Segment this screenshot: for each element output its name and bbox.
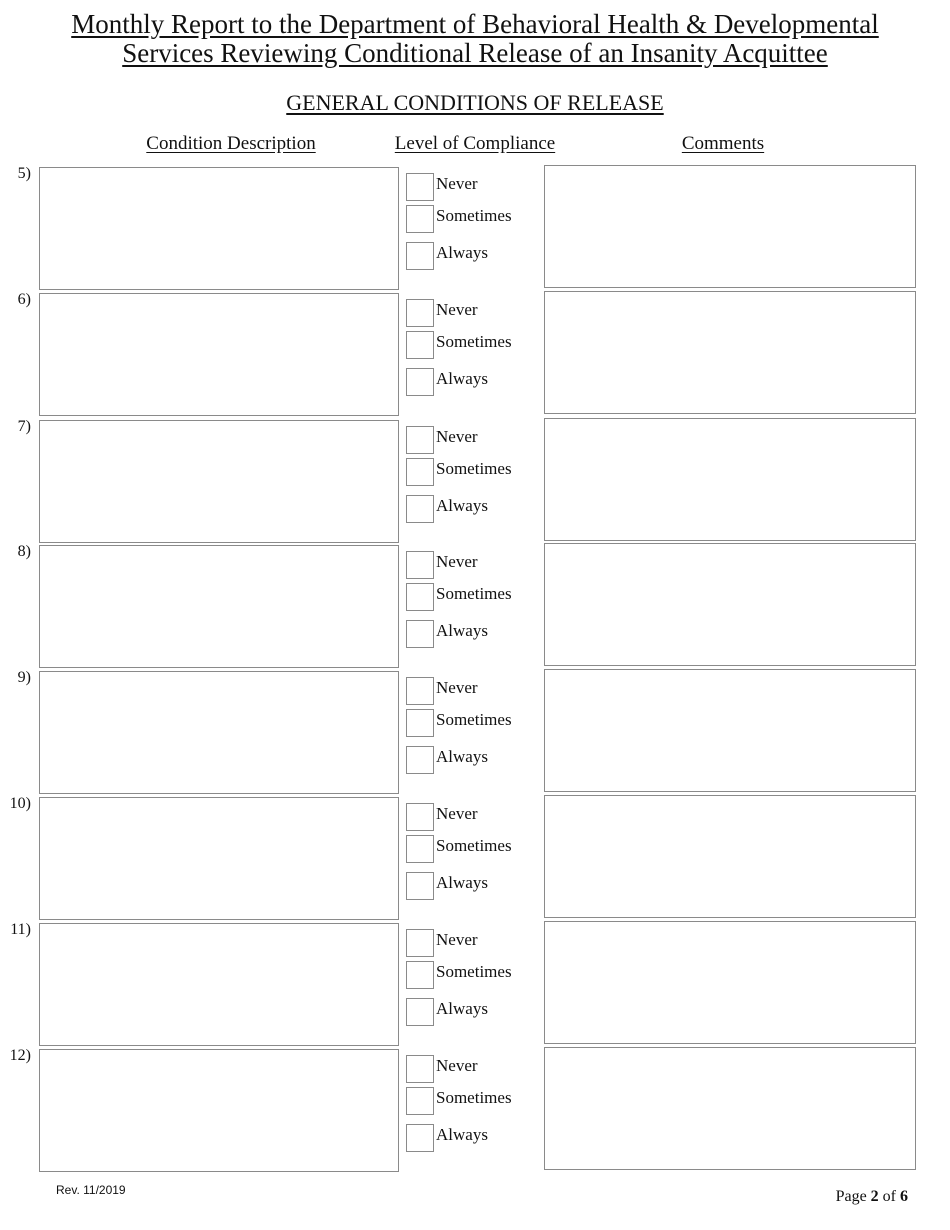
compliance-checkbox-never[interactable] — [406, 173, 434, 201]
compliance-checkbox-sometimes[interactable] — [406, 458, 434, 486]
condition-row — [0, 543, 950, 669]
condition-number: 5) — [17, 165, 31, 182]
compliance-checkbox-sometimes[interactable] — [406, 709, 434, 737]
compliance-option-sometimes[interactable] — [406, 835, 536, 863]
compliance-label: Always — [436, 747, 488, 766]
compliance-option-never[interactable] — [406, 677, 536, 705]
compliance-label: Never — [436, 678, 478, 697]
compliance-option-always[interactable] — [406, 1124, 536, 1152]
compliance-option-always[interactable] — [406, 746, 536, 774]
compliance-option-never[interactable] — [406, 1055, 536, 1083]
condition-row — [0, 418, 950, 544]
compliance-label: Never — [436, 804, 478, 823]
compliance-label: Never — [436, 552, 478, 571]
compliance-checkbox-sometimes[interactable] — [406, 583, 434, 611]
compliance-label: Sometimes — [436, 836, 512, 855]
condition-number: 7) — [17, 418, 31, 435]
condition-description-field[interactable] — [39, 923, 399, 1046]
comments-field[interactable] — [544, 543, 916, 666]
page-number — [836, 1188, 908, 1206]
compliance-label: Always — [436, 1125, 488, 1144]
compliance-option-sometimes[interactable] — [406, 205, 536, 233]
compliance-label: Sometimes — [436, 459, 512, 478]
comments-field[interactable] — [544, 669, 916, 792]
condition-description-field[interactable] — [39, 167, 399, 290]
comments-field[interactable] — [544, 291, 916, 414]
compliance-option-sometimes[interactable] — [406, 583, 536, 611]
condition-number: 10) — [9, 795, 31, 812]
comments-field[interactable] — [544, 921, 916, 1044]
compliance-checkbox-never[interactable] — [406, 677, 434, 705]
compliance-checkbox-sometimes[interactable] — [406, 961, 434, 989]
compliance-label: Always — [436, 369, 488, 388]
compliance-checkbox-never[interactable] — [406, 803, 434, 831]
compliance-label: Never — [436, 300, 478, 319]
compliance-option-never[interactable] — [406, 299, 536, 327]
compliance-option-sometimes[interactable] — [406, 331, 536, 359]
condition-description-field[interactable] — [39, 420, 399, 543]
compliance-option-never[interactable] — [406, 173, 536, 201]
condition-number: 9) — [17, 669, 31, 686]
compliance-option-sometimes[interactable] — [406, 709, 536, 737]
compliance-label: Never — [436, 1056, 478, 1075]
compliance-checkbox-sometimes[interactable] — [406, 331, 434, 359]
compliance-label: Never — [436, 930, 478, 949]
compliance-label: Never — [436, 427, 478, 446]
compliance-checkbox-never[interactable] — [406, 299, 434, 327]
compliance-option-sometimes[interactable] — [406, 1087, 536, 1115]
compliance-label: Sometimes — [436, 332, 512, 351]
column-header-compliance: Level of Compliance — [394, 133, 556, 154]
condition-row — [0, 669, 950, 795]
compliance-label: Sometimes — [436, 206, 512, 225]
compliance-label: Sometimes — [436, 584, 512, 603]
compliance-option-always[interactable] — [406, 998, 536, 1026]
compliance-label: Sometimes — [436, 1088, 512, 1107]
condition-number: 8) — [17, 543, 31, 560]
compliance-option-always[interactable] — [406, 620, 536, 648]
condition-row — [0, 165, 950, 291]
compliance-checkbox-sometimes[interactable] — [406, 205, 434, 233]
condition-description-field[interactable] — [39, 797, 399, 920]
compliance-label: Always — [436, 873, 488, 892]
compliance-option-always[interactable] — [406, 495, 536, 523]
compliance-option-sometimes[interactable] — [406, 458, 536, 486]
compliance-checkbox-sometimes[interactable] — [406, 1087, 434, 1115]
compliance-checkbox-sometimes[interactable] — [406, 835, 434, 863]
compliance-label: Always — [436, 999, 488, 1018]
compliance-label: Sometimes — [436, 962, 512, 981]
condition-row — [0, 1047, 950, 1173]
condition-description-field[interactable] — [39, 545, 399, 668]
compliance-label: Always — [436, 496, 488, 515]
compliance-option-always[interactable] — [406, 872, 536, 900]
compliance-checkbox-always[interactable] — [406, 242, 434, 270]
page-of: of — [882, 1188, 896, 1205]
column-header-description: Condition Description — [146, 133, 316, 154]
compliance-checkbox-always[interactable] — [406, 620, 434, 648]
column-header-comments: Comments — [681, 133, 765, 154]
page-total: 6 — [900, 1188, 908, 1205]
page-current: 2 — [870, 1188, 879, 1205]
comments-field[interactable] — [544, 165, 916, 288]
condition-row — [0, 291, 950, 417]
compliance-option-never[interactable] — [406, 929, 536, 957]
compliance-checkbox-always[interactable] — [406, 998, 434, 1026]
compliance-label: Never — [436, 174, 478, 193]
page-word: Page — [835, 1188, 867, 1205]
compliance-option-never[interactable] — [406, 426, 536, 454]
compliance-checkbox-never[interactable] — [406, 1055, 434, 1083]
compliance-checkbox-always[interactable] — [406, 368, 434, 396]
compliance-checkbox-always[interactable] — [406, 495, 434, 523]
comments-field[interactable] — [544, 795, 916, 918]
compliance-checkbox-never[interactable] — [406, 426, 434, 454]
compliance-checkbox-always[interactable] — [406, 1124, 434, 1152]
condition-row — [0, 795, 950, 921]
compliance-option-never[interactable] — [406, 803, 536, 831]
compliance-option-always[interactable] — [406, 368, 536, 396]
condition-description-field[interactable] — [39, 671, 399, 794]
condition-description-field[interactable] — [39, 293, 399, 416]
compliance-label: Always — [436, 243, 488, 262]
form-title — [0, 10, 950, 68]
comments-field[interactable] — [544, 1047, 916, 1170]
revision-label: Rev. 11/2019 — [56, 1183, 126, 1197]
condition-number: 12) — [9, 1047, 31, 1064]
compliance-label: Sometimes — [436, 710, 512, 729]
section-title: GENERAL CONDITIONS OF RELEASE — [286, 90, 664, 115]
compliance-checkbox-always[interactable] — [406, 746, 434, 774]
form-title-line2: Services Reviewing Conditional Release of an Insanity Acquittee — [122, 38, 828, 68]
condition-row — [0, 921, 950, 1047]
form-title-line1: Monthly Report to the Department of Behavioral Health & Developmental — [71, 9, 879, 39]
compliance-checkbox-never[interactable] — [406, 929, 434, 957]
compliance-option-never[interactable] — [406, 551, 536, 579]
compliance-checkbox-always[interactable] — [406, 872, 434, 900]
condition-number: 6) — [17, 291, 31, 308]
compliance-option-sometimes[interactable] — [406, 961, 536, 989]
condition-number: 11) — [10, 921, 31, 938]
comments-field[interactable] — [544, 418, 916, 541]
compliance-option-always[interactable] — [406, 242, 536, 270]
compliance-label: Always — [436, 621, 488, 640]
compliance-checkbox-never[interactable] — [406, 551, 434, 579]
condition-description-field[interactable] — [39, 1049, 399, 1172]
